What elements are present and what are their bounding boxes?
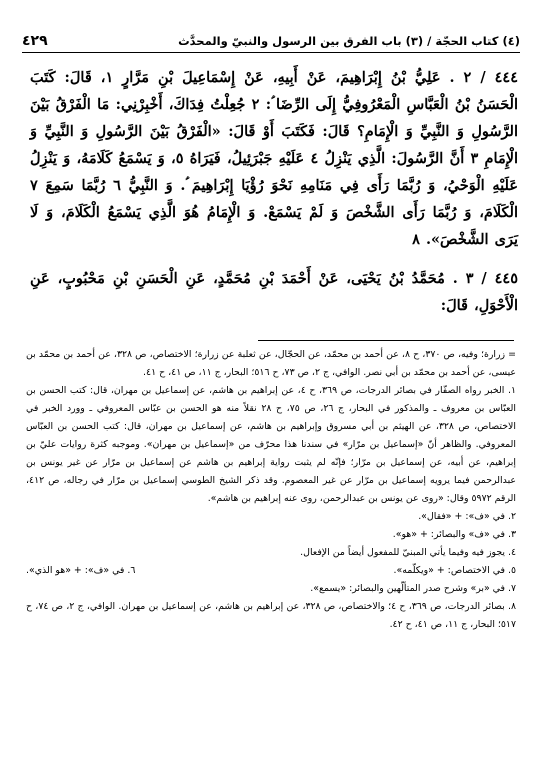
footnote-7: ٧. في «بر» وشرح صدر المتألّهين والبصائر: «يسمع». — [310, 583, 516, 594]
page-number: ٤٢٩ — [22, 33, 48, 49]
footnotes — [26, 346, 516, 634]
footnote-6: ٦. في «ف»: + «هو الذي». — [26, 565, 136, 576]
footnote-divider — [258, 340, 514, 341]
footnote-1: ١. الخبر رواه الصفّار في بصائر الدرجات، ص ٣٦٩، ح ٤، عن إبراهيم بن هاشم، عن إسماعيل بن مهران، قال: كتب الحسن بن العبّاس بن معروف ـ والمذكور في البحار، ج ٢٦، ص ٧٥، ح ٢٨ نقلاً منه هو الحسن بن عبّاس المعروفي ـ وورد الخبر في الاختصاص، ص ٣٢٨، عن الهيثم بن أبي مسروق وإبراهيم بن هاشم، عن إسماعيل بن مهران، قال: كتب الحسن بن العبّاس المعروفي. والظاهر أنّ «إسماعيل بن مرّار» في سندنا هذا محرّف من «إسماعيل بن مهران». وموجبه كثرة روايات عليّ بن إبراهيم، عن أبيه، عن إسماعيل بن مرّار؛ فإنّه لم يثبت رواية إبراهيم بن هاشم عن إسماعيل بن مرّار عن غير يونس بن عبدالرحمن فيما يرويه إسماعيل بن مرّار عن غير المعصوم. وقد ذكر الشيخ الطوسي إسماعيل بن مرّار في رجاله، ص ٤١٢، الرقم ٥٩٧٢ وقال: «روى عن يونس بن عبدالرحمن، روى عنه إبراهيم بن هاشم». — [26, 385, 517, 504]
hadith-444: ٤٤٤ / ٢ . عَلِيُّ بْنُ إِبْرَاهِيمَ، عَنْ أَبِيهِ، عَنْ إِسْمَاعِيلَ بْنِ مَرَّارٍ ١، قَالَ: كَتَبَ الْحَسَنُ بْنُ الْعَبَّاسِ الْمَعْرُوفِيُّ إِلَى الرِّضَا ؑ: ٢ جُعِلْتُ فِدَاكَ، أَخْبِرْنِي: مَا الْفَرْقُ بَيْنَ الرَّسُولِ وَ النَّبِيِّ وَ الْإِمَامِ؟ قَالَ: فَكَتَبَ أَوْ قَالَ: «الْفَرْقُ بَيْنَ الرَّسُولِ وَ النَّبِيِّ وَ الْإِمَامِ ٣ أَنَّ الرَّسُولَ: الَّذِي يَنْزِلُ ٤ عَلَيْهِ جَبْرَئِيلُ، فَيَرَاهُ ٥، وَ يَسْمَعُ كَلَامَهُ، وَ يَنْزِلُ عَلَيْهِ الْوَحْيُ، وَ رُبَّمَا رَأَى فِي مَنَامِهِ نَحْوَ رُؤْيَا إِبْرَاهِيمَ ؑ. وَ النَّبِيُّ ٦ رُبَّمَا سَمِعَ ٧ الْكَلَامَ، وَ رُبَّمَا رَأَى الشَّخْصَ وَ لَمْ يَسْمَعْ. وَ الْإِمَامُ هُوَ الَّذِي يَسْمَعُ الْكَلَامَ، وَ لَا يَرَى الشَّخْصَ». ٨ — [30, 69, 519, 248]
hadith-445: ٤٤٥ / ٣ . مُحَمَّدُ بْنُ يَحْيَى، عَنْ أَحْمَدَ بْنِ مُحَمَّدٍ، عَنِ الْحَسَنِ بْنِ مَحْبُوبٍ، عَنِ الْأَحْوَلِ، قَالَ: — [30, 270, 518, 314]
footnote-8: ٨. بصائر الدرجات، ص ٣٦٩، ح ٤؛ والاختصاص، ص ٣٢٨، عن إبراهيم بن هاشم، عن إسماعيل بن مهران. الوافي، ج ٢، ص ٧٤، ح ٥١٧؛ البحار، ج ١١، ص ٤١، ح ٤٢. — [26, 601, 516, 630]
main-text — [30, 64, 518, 331]
running-title: (٤) كتاب الحجّة / (٣) باب الفرق بين الرسول والنبيّ والمحدَّث — [178, 34, 520, 48]
footnote-continuation: = زرارة؛ وفيه، ص ٣٧٠، ح ٨، عن أحمد بن محمّد، عن الحجّال، عن ثعلبة عن زرارة؛ الاختصاص، ص ٣٢٨، عن أحمد بن محمّد بن عيسى، عن أحمد بن محمّد بن أبي نصر. الوافي، ج ٢، ص ٧٣، ح ٥١٦؛ البحار، ج ١١، ص ٤١، ح ٤١. — [26, 349, 516, 378]
footnote-row-5-6 — [26, 562, 516, 580]
footnote-4: ٤. يجوز فيه وفيما يأتي المبنيّ للمفعول أيضاً من الإفعال. — [300, 547, 516, 558]
footnote-2: ٢. في «ف»: + «فقال». — [418, 511, 516, 522]
footnote-3: ٣. في «ف» والبصائر: + «هو». — [392, 529, 516, 540]
footnote-5: ٥. في الاختصاص: + «ويكلّمه». — [393, 565, 516, 576]
page-header — [22, 30, 520, 53]
